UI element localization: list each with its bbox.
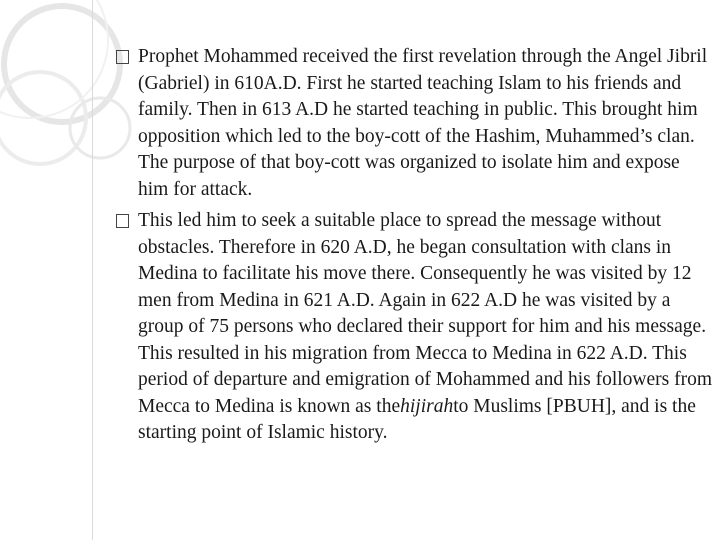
bullet-text: Prophet Mohammed received the first revelation through the Angel Jibril (Gabriel) in 610A.D. First he started teaching Islam to his friends and family. Then in 613 A.D he started teaching in public. This brought him opposition which led to the boy-cott of the Hashim, Muhammed’s clan. The purpose of that boy-cott was organized to isolate him and expose him for attack.: [138, 46, 708, 200]
deco-circle-large: [4, 6, 120, 122]
bullet-item: [116, 44, 712, 203]
empty-square-icon: [116, 214, 129, 228]
empty-square-icon: [116, 50, 129, 64]
bullet-text-end: to Muslims [PBUH], and is the starting point of Islamic history.: [138, 395, 696, 443]
bullet-text-start: This led him to seek a suitable place to spread the message without obstacles. Therefore in 620 A.D, he began consultation with clans in Medina to facilitate his move there. Consequently he was visited by 12 men from Medina in 621 A.D. Again in 622 A.D he was visited by a group of 75 persons who declared their support for him and his message. This resulted in his migration from Mecca to Medina in 622 A.D. This period of departure and emigration of Mohammed and his followers from Mecca to Medina is known as the: [138, 210, 713, 417]
italic-term: hijirah: [400, 395, 454, 417]
slide-body: [116, 44, 712, 452]
bullet-item: [116, 208, 712, 447]
vertical-divider: [92, 0, 93, 540]
